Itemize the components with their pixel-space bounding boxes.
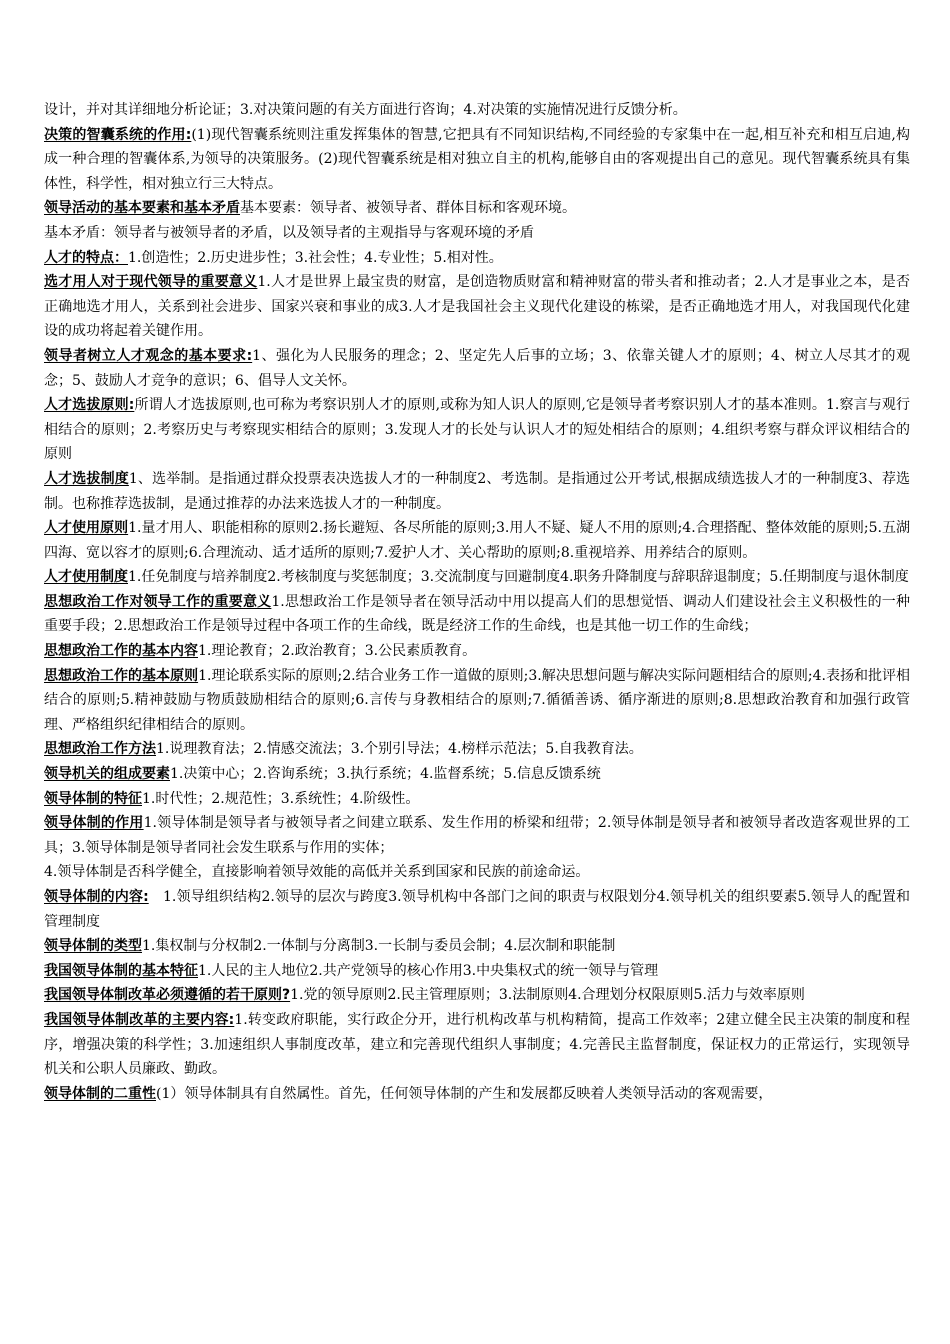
paragraph-text: 1.说理教育法；2.情感交流法；3.个别引导法；4.榜样示范法；5.自我教育法。	[156, 741, 643, 758]
paragraph	[44, 467, 910, 516]
paragraph-text: 1.量才用人、职能相称的原则2.扬长避短、各尽所能的原则;3.用人不疑、疑人不用的原则;4.合理搭配、整体效能的原则;5.五湖四海、宽以容才的原则;6.合理流动、适才适所的原则;7.爱护人才、关心帮助的原则;8.重视培养、用养结合的原则。	[44, 520, 911, 561]
paragraph-text: 1.集权制与分权制2.一体制与分离制3.一长制与委员会制；4.层次制和职能制	[142, 938, 616, 955]
paragraph	[44, 811, 910, 860]
paragraph-text: 1.创造性；2.历史进步性；3.社会性；4.专业性；5.相对性。	[128, 249, 503, 266]
paragraph-text: 1.领导体制是领导者与被领导者之间建立联系、发生作用的桥梁和纽带；2.领导体制是领导者和被领导者改造客观世界的工具；3.领导体制是领导者同社会发生联系与作用的实体；	[44, 815, 910, 856]
paragraph	[44, 565, 910, 590]
paragraph-heading: 思想政治工作对领导工作的重要意义	[44, 593, 272, 610]
paragraph-text: 1.时代性；2.规范性；3.系统性；4.阶级性。	[142, 790, 420, 807]
paragraph	[44, 664, 910, 738]
paragraph-heading: 人才使用原则	[44, 520, 129, 537]
paragraph-text: (1)现代智囊系统则注重发挥集体的智慧,它把具有不同知识结构,不同经验的专家集中在一起,相互补充和相互启迪,构成一种合理的智囊体系,为领导的决策服务。(2)现代智囊系统是相对独立自主的机构,能够自由的客观提出自己的意见。现代智囊系统具有集体性，科学性，相对独立行三大特点。	[44, 126, 910, 192]
paragraph-text: 1.人才是世界上最宝贵的财富，是创造物质财富和精神财富的带头者和推动者；2.人才是事业之本，是否正确地选才用人，关系到社会进步、国家兴衰和事业的成3.人才是我国社会主义现代化建设的栋梁，是否正确地选才用人，对我国现代化建设的成功将起着关键作用。	[44, 274, 911, 340]
paragraph-text: 1、强化为人民服务的理念；2、坚定先人后事的立场；3、依靠关键人才的原则；4、树立人尽其才的观念；5、鼓励人才竞争的意识；6、倡导人文关怀。	[44, 347, 910, 389]
paragraph-text: 1.理论教育；2.政治教育；3.公民素质教育。	[198, 643, 477, 660]
paragraph	[44, 934, 910, 959]
paragraph	[44, 959, 910, 984]
paragraph-heading: 人才选拔制度	[44, 470, 129, 487]
paragraph	[44, 983, 910, 1008]
paragraph-heading: 领导活动的基本要素和基本矛盾	[44, 200, 240, 217]
paragraph-text: 4.领导体制是否科学健全，直接影响着领导效能的高低并关系到国家和民族的前途命运。	[44, 864, 590, 881]
paragraph-text: 1.人民的主人地位2.共产党领导的核心作用3.中央集权式的统一领导与管理	[198, 962, 659, 979]
paragraph	[44, 762, 910, 787]
paragraph	[44, 1082, 910, 1107]
paragraph	[44, 98, 910, 123]
paragraph-text: 基本要素：领导者、被领导者、群体目标和客观环境。	[240, 200, 576, 217]
paragraph-heading: 思想政治工作的基本原则	[44, 667, 199, 684]
paragraph	[44, 221, 910, 246]
paragraph-heading: 领导体制的二重性	[44, 1085, 156, 1102]
paragraph-heading: 人才使用制度	[44, 569, 128, 586]
paragraph-text: 1.领导组织结构2.领导的层次与跨度3.领导机构中各部门之间的职责与权限划分4.领导机关的组织要素5.领导人的配置和管理制度	[44, 889, 910, 930]
paragraph	[44, 885, 910, 934]
paragraph	[44, 860, 910, 885]
paragraph-text: (1）领导体制具有自然属性。首先，任何领导体制的产生和发展都反映着人类领导活动的客观需要，	[156, 1085, 773, 1102]
paragraph-heading: 我国领导体制的基本特征	[44, 962, 198, 979]
paragraph-heading: 思想政治工作方法	[44, 741, 156, 758]
paragraph	[44, 270, 910, 344]
paragraph-text: 设计，并对其详细地分析论证；3.对决策问题的有关方面进行咨询；4.对决策的实施情况进行反馈分析。	[44, 102, 687, 118]
paragraph-heading: 我国领导体制改革的主要内容:	[44, 1011, 235, 1028]
paragraph-heading: 决策的智囊系统的作用:	[44, 126, 192, 143]
paragraph-text: 1.决策中心；2.咨询系统；3.执行系统；4.监督系统；5.信息反馈系统	[170, 766, 601, 783]
paragraph-text: 1.党的领导原则2.民主管理原则；3.法制原则4.合理划分权限原则5.活力与效率原则	[290, 987, 805, 1004]
paragraph-heading: 领导机关的组成要素	[44, 766, 170, 783]
paragraph-text: 1.理论联系实际的原则;2.结合业务工作一道做的原则;3.解决思想问题与解决实际问题相结合的原则;4.表扬和批评相结合的原则;5.精神鼓励与物质鼓励相结合的原则;6.言传与身教相结合的原则;7.循循善诱、循序渐进的原则;8.思想政治教育和加强行政管理、严格组织纪律相结合的原则。	[44, 667, 911, 733]
paragraph-text: 1.任免制度与培养制度2.考核制度与奖惩制度；3.交流制度与回避制度4.职务升降制度与辞职辞退制度；5.任期制度与退休制度	[128, 569, 909, 586]
paragraph	[44, 639, 910, 664]
paragraph	[44, 393, 910, 467]
paragraph-heading: 我国领导体制改革必须遵循的若干原则?	[44, 987, 291, 1004]
paragraph	[44, 246, 910, 271]
paragraph-heading: 领导者树立人才观念的基本要求:	[44, 347, 253, 364]
paragraph-text: 1、选举制。是指通过群众投票表决选拔人才的一种制度2、考选制。是指通过公开考试,根据成绩选拔人才的一种制度3、荐选制。也称推荐选拔制，是通过推荐的办法来选拔人才的一种制度。	[44, 470, 911, 512]
paragraph-heading: 人才的特点：	[44, 249, 128, 266]
paragraph-heading: 人才选拔原则:	[44, 397, 135, 414]
paragraph	[44, 196, 910, 221]
paragraph	[44, 516, 910, 565]
paragraph-heading: 领导体制的作用	[44, 815, 144, 832]
paragraph-heading: 领导体制的内容:	[44, 889, 149, 905]
paragraph	[44, 1008, 910, 1082]
paragraph-text: 1.思想政治工作是领导者在领导活动中用以提高人们的思想觉悟、调动人们建设社会主义积极性的一种重要手段；2.思想政治工作是领导过程中各项工作的生命线，既是经济工作的生命线，也是其他一切工作的生命线；	[44, 593, 910, 635]
paragraph-heading: 领导体制的类型	[44, 938, 142, 955]
paragraph-text: 所谓人才选拔原则,也可称为考察识别人才的原则,或称为知人识人的原则,它是领导者考察识别人才的基本准则。1.察言与观行相结合的原则；2.考察历史与考察现实相结合的原则；3.发现人才的长处与认识人才的短处相结合的原则；4.组织考察与群众评议相结合的原则	[44, 397, 910, 463]
paragraph	[44, 787, 910, 812]
paragraph	[44, 737, 910, 762]
paragraph	[44, 123, 910, 197]
paragraph	[44, 344, 910, 393]
paragraph-heading: 思想政治工作的基本内容	[44, 643, 198, 660]
paragraph-text: 1.转变政府职能，实行政企分开，进行机构改革与机构精简，提高工作效率；2建立健全民主决策的制度和程序，增强决策的科学性；3.加速组织人事制度改革，建立和完善现代组织人事制度；4.完善民主监督制度，保证权力的正常运行，实现领导机关和公职人员廉政、勤政。	[44, 1011, 910, 1078]
paragraph-text: 基本矛盾：领导者与被领导者的矛盾，以及领导者的主观指导与客观环境的矛盾	[44, 224, 534, 241]
paragraph	[44, 590, 910, 639]
paragraph-heading: 选才用人对于现代领导的重要意义	[44, 274, 258, 291]
paragraph-heading: 领导体制的特征	[44, 790, 142, 807]
